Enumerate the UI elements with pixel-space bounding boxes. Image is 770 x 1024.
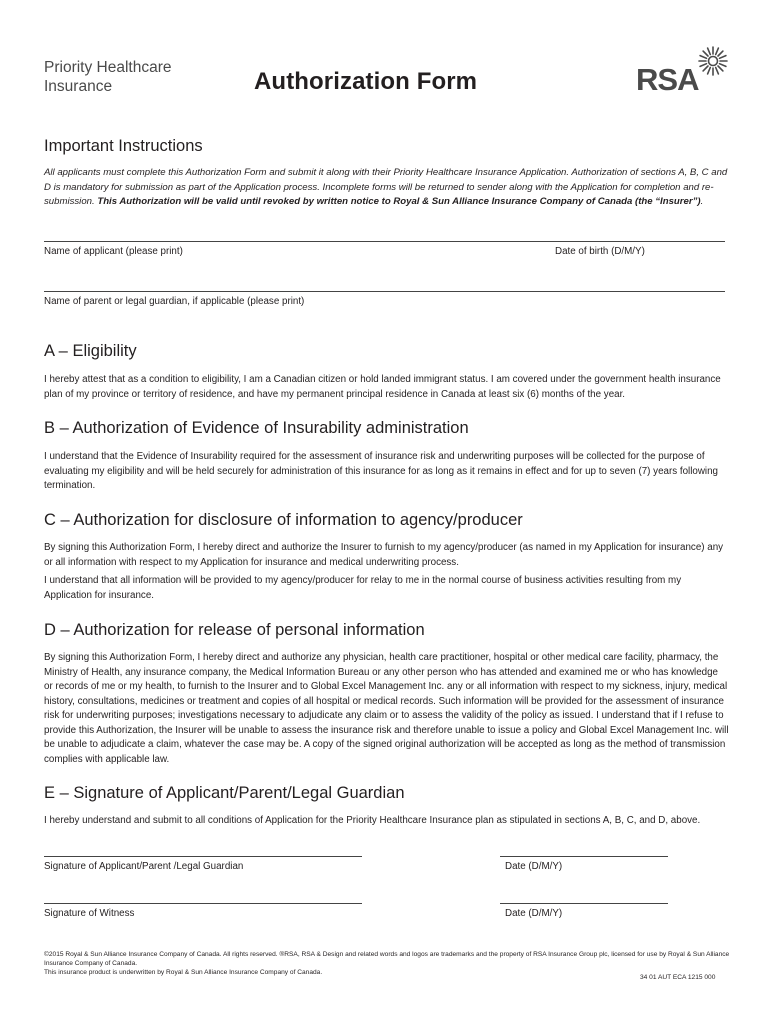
date-2-line[interactable]: [500, 903, 668, 904]
brand-line-1: Priority Healthcare: [44, 59, 172, 76]
form-code: 34 01 AUT ECA 1215 000: [640, 974, 716, 981]
section-c-text-2: I understand that all information will be provided to my agency/producer for relay to me in the normal course of business activities resulting from my Application for insurance.: [44, 575, 682, 601]
copyright-text: ©2015 Royal & Sun Alliance Insurance Company of Canada. All rights reserved. ®RSA, RSA & Design and related words and logos are trademarks and the property of RSA Insurance Group plc, licensed for use by Royal & Sun Alliance Insurance Company of Canada.: [44, 951, 730, 967]
brand-name: [44, 58, 172, 96]
date-1-line[interactable]: [500, 856, 668, 857]
applicant-signature-line[interactable]: [44, 856, 362, 857]
applicant-name-label: Name of applicant (please print): [44, 246, 183, 257]
footer: [44, 950, 734, 977]
instructions-heading: Important Instructions: [44, 137, 203, 155]
witness-signature-label: Signature of Witness: [44, 908, 135, 919]
rsa-logo: [636, 46, 728, 98]
rsa-sunburst-icon: [698, 46, 728, 76]
applicant-name-line[interactable]: [44, 241, 725, 242]
dob-label: Date of birth (D/M/Y): [555, 246, 645, 257]
instructions-end: .: [700, 196, 704, 207]
guardian-name-line[interactable]: [44, 291, 725, 292]
section-c-heading: C – Authorization for disclosure of information to agency/producer: [44, 511, 523, 529]
section-e-text: I hereby understand and submit to all conditions of Application for the Priority Healthcare Insurance plan as stipulated in sections A, B, C, and D, above.: [44, 815, 701, 826]
section-b-text: I understand that the Evidence of Insurability required for the assessment of insurance risk and underwriting purposes will be collected for the purpose of evaluating my eligibility and will be held securely for administration of this insurance for as long as it remains in effect and for up to seven (7) years following termination.: [44, 451, 718, 491]
logo-text: RSA: [636, 62, 699, 97]
instructions-body: All applicants must complete this Authorization Form and submit it along with their Priority Healthcare Insurance Application. Authorization of sections A, B, C and D is mandatory for submission as part of the Application process. Incomplete forms will be returned to sender along with the Application for completion and re-submission.: [44, 167, 728, 207]
date-1-label: Date (D/M/Y): [505, 861, 563, 872]
underwritten-text: This insurance product is underwritten by Royal & Sun Alliance Insurance Company of Canada.: [44, 969, 323, 976]
section-e-heading: E – Signature of Applicant/Parent/Legal Guardian: [44, 784, 405, 802]
guardian-name-label: Name of parent or legal guardian, if applicable (please print): [44, 296, 305, 307]
section-c-text-1: By signing this Authorization Form, I hereby direct and authorize the Insurer to furnish to my agency/producer (as named in my Application for insurance) any or all information with respect to my Application for insurance and medical underwriting process.: [44, 542, 724, 568]
applicant-signature-label: Signature of Applicant/Parent /Legal Guardian: [44, 861, 244, 872]
page-title: Authorization Form: [254, 68, 478, 95]
instructions-bold: This Authorization will be valid until revoked by written notice to Royal & Sun Alliance Insurance Company of Canada (the “Insurer”): [97, 196, 701, 207]
section-a-text: I hereby attest that as a condition to eligibility, I am a Canadian citizen or hold landed immigrant status. I am covered under the government health insurance plan of my province or territory of residence, and have my permanent principal residence in Canada at least six (6) months of the year.: [44, 374, 721, 400]
section-a-heading: A – Eligibility: [44, 342, 137, 360]
witness-signature-line[interactable]: [44, 903, 362, 904]
section-b-heading: B – Authorization of Evidence of Insurability administration: [44, 419, 469, 437]
instructions-text: [44, 166, 729, 210]
section-d-text: By signing this Authorization Form, I hereby direct and authorize any physician, health care practitioner, hospital or other medical care facility, pharmacy, the Ministry of Health, any insurance company, the Medical Information Bureau or any other person who has attended and examined me or who has knowledge or records of me or my health, to furnish to the Insurer and to Global Excel Management Inc. any or all information with respect to my sickness, injury, medical history, consultations, medicines or treatment and copies of all hospital or medical records. Such information will be provided for the assessment of insurance risk for underwriting purposes; investigations necessary to adjudicate any claim or to assess the validity of the policy as issued. I understand that if I refuse to provide this Authorization, the Insurer will be unable to assess the insurance risk and therefore unable to issue a policy and Global Excel Management Inc. will be unable to adjudicate a claim, whatever the case may be. A copy of the signed original authorization will be accepted as long as the method of transmission complies with applicable law.: [44, 652, 729, 765]
section-d-heading: D – Authorization for release of personal information: [44, 621, 425, 639]
brand-line-2: Insurance: [44, 78, 113, 95]
date-2-label: Date (D/M/Y): [505, 908, 563, 919]
